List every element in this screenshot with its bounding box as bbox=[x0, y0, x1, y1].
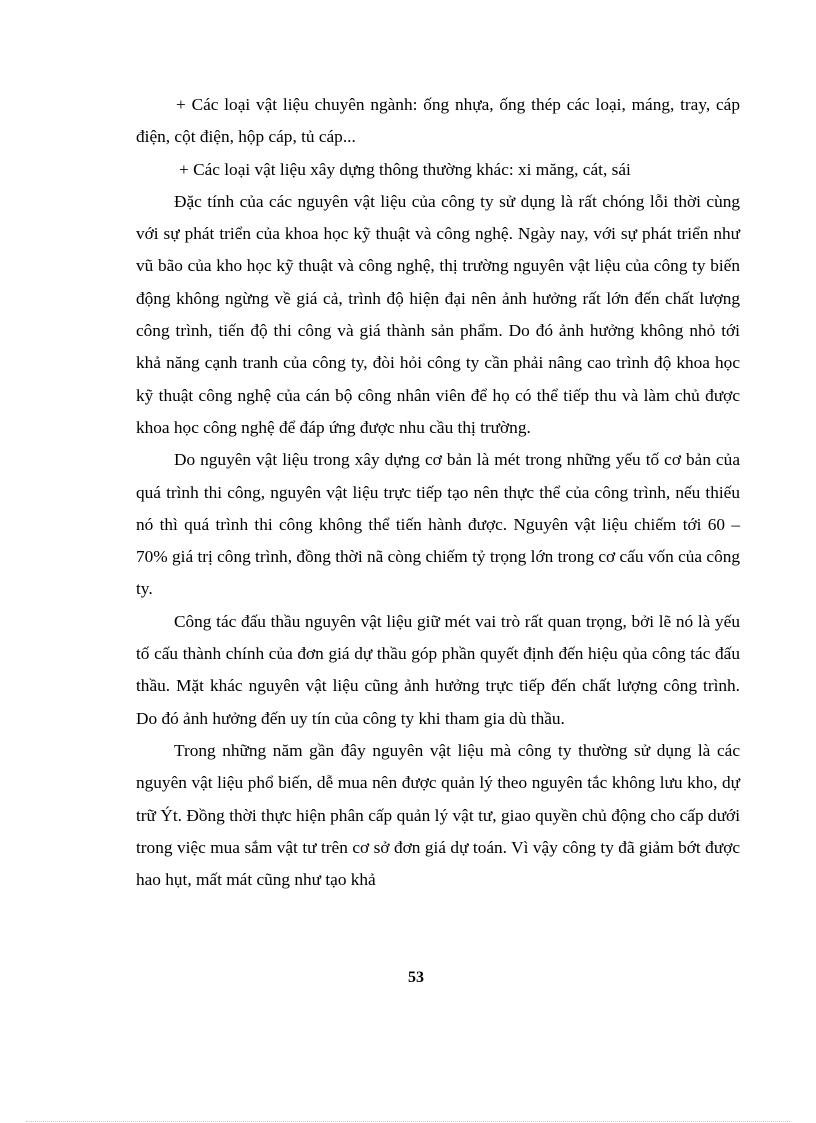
paragraph-common-materials: + Các loại vật liệu xây dựng thông thường khác: xi măng, cát, sái bbox=[179, 159, 631, 179]
paragraph-specialized-materials: + Các loại vật liệu chuyên ngành: ống nhựa, ống thép các loại, máng, tray, cáp điện, cột điện, hộp cáp, tủ cáp... bbox=[136, 95, 740, 147]
page-number: 53 bbox=[408, 969, 424, 986]
page-bottom-divider bbox=[26, 1121, 790, 1122]
paragraph-material-importance: Do nguyên vật liệu trong xây dựng cơ bản là mét trong những yếu tố cơ bản của quá trình thi công, nguyên vật liệu trực tiếp tạo nên thực thể của công trình, nếu thiếu nó thì quá trình thi công không thể tiến hành được. Nguyên vật liệu chiếm tới 60 – 70% giá trị công trình, đồng thời nã còng chiếm tỷ trọng lớn trong cơ cấu vốn của công ty. bbox=[136, 450, 740, 599]
paragraph-material-characteristics: Đặc tính của các nguyên vật liệu của công ty sử dụng là rất chóng lỗi thời cùng với sự phát triển của khoa học kỹ thuật và công nghệ. Ngày nay, với sự phát triển như vũ bão của kho học kỹ thuật và công nghệ, thị trường nguyên vật liệu của công ty biến động không ngừng về giá cả, trình độ hiện đại nên ảnh hưởng rất lớn đến chất lượng công trình, tiến độ thi công và giá thành sản phẩm. Do đó ảnh hưởng không nhỏ tới khả năng cạnh tranh của công ty, đòi hỏi công ty cần phải nâng cao trình độ khoa học kỹ thuật công nghệ của cán bộ công nhân viên để họ có thể tiếp thu và làm chủ được khoa học công nghệ để đáp ứng được nhu cầu thị trường. bbox=[136, 191, 740, 437]
paragraph-recent-years: Trong những năm gần đây nguyên vật liệu mà công ty thường sử dụng là các nguyên vật liệu phổ biến, dễ mua nên được quản lý theo nguyên tắc không lưu kho, dự trữ Ýt. Đồng thời thực hiện phân cấp quản lý vật tư, giao quyền chủ động cho cấp dưới trong việc mua sắm vật tư trên cơ sở đơn giá dự toán. Vì vậy công ty đã giảm bớt được hao hụt, mất mát cũng như tạo khả bbox=[136, 740, 740, 890]
body-text bbox=[136, 89, 740, 896]
paragraph-bidding-role: Công tác đấu thầu nguyên vật liệu giữ mét vai trò rất quan trọng, bởi lẽ nó là yếu tố cấu thành chính của đơn giá dự thầu góp phần quyết định đến hiệu qủa công tác đấu thầu. Mặt khác nguyên vật liệu cũng ảnh hưởng trực tiếp đến chất lượng công trình. Do đó ảnh hưởng đến uy tín của công ty khi tham gia dù thầu. bbox=[136, 611, 740, 728]
